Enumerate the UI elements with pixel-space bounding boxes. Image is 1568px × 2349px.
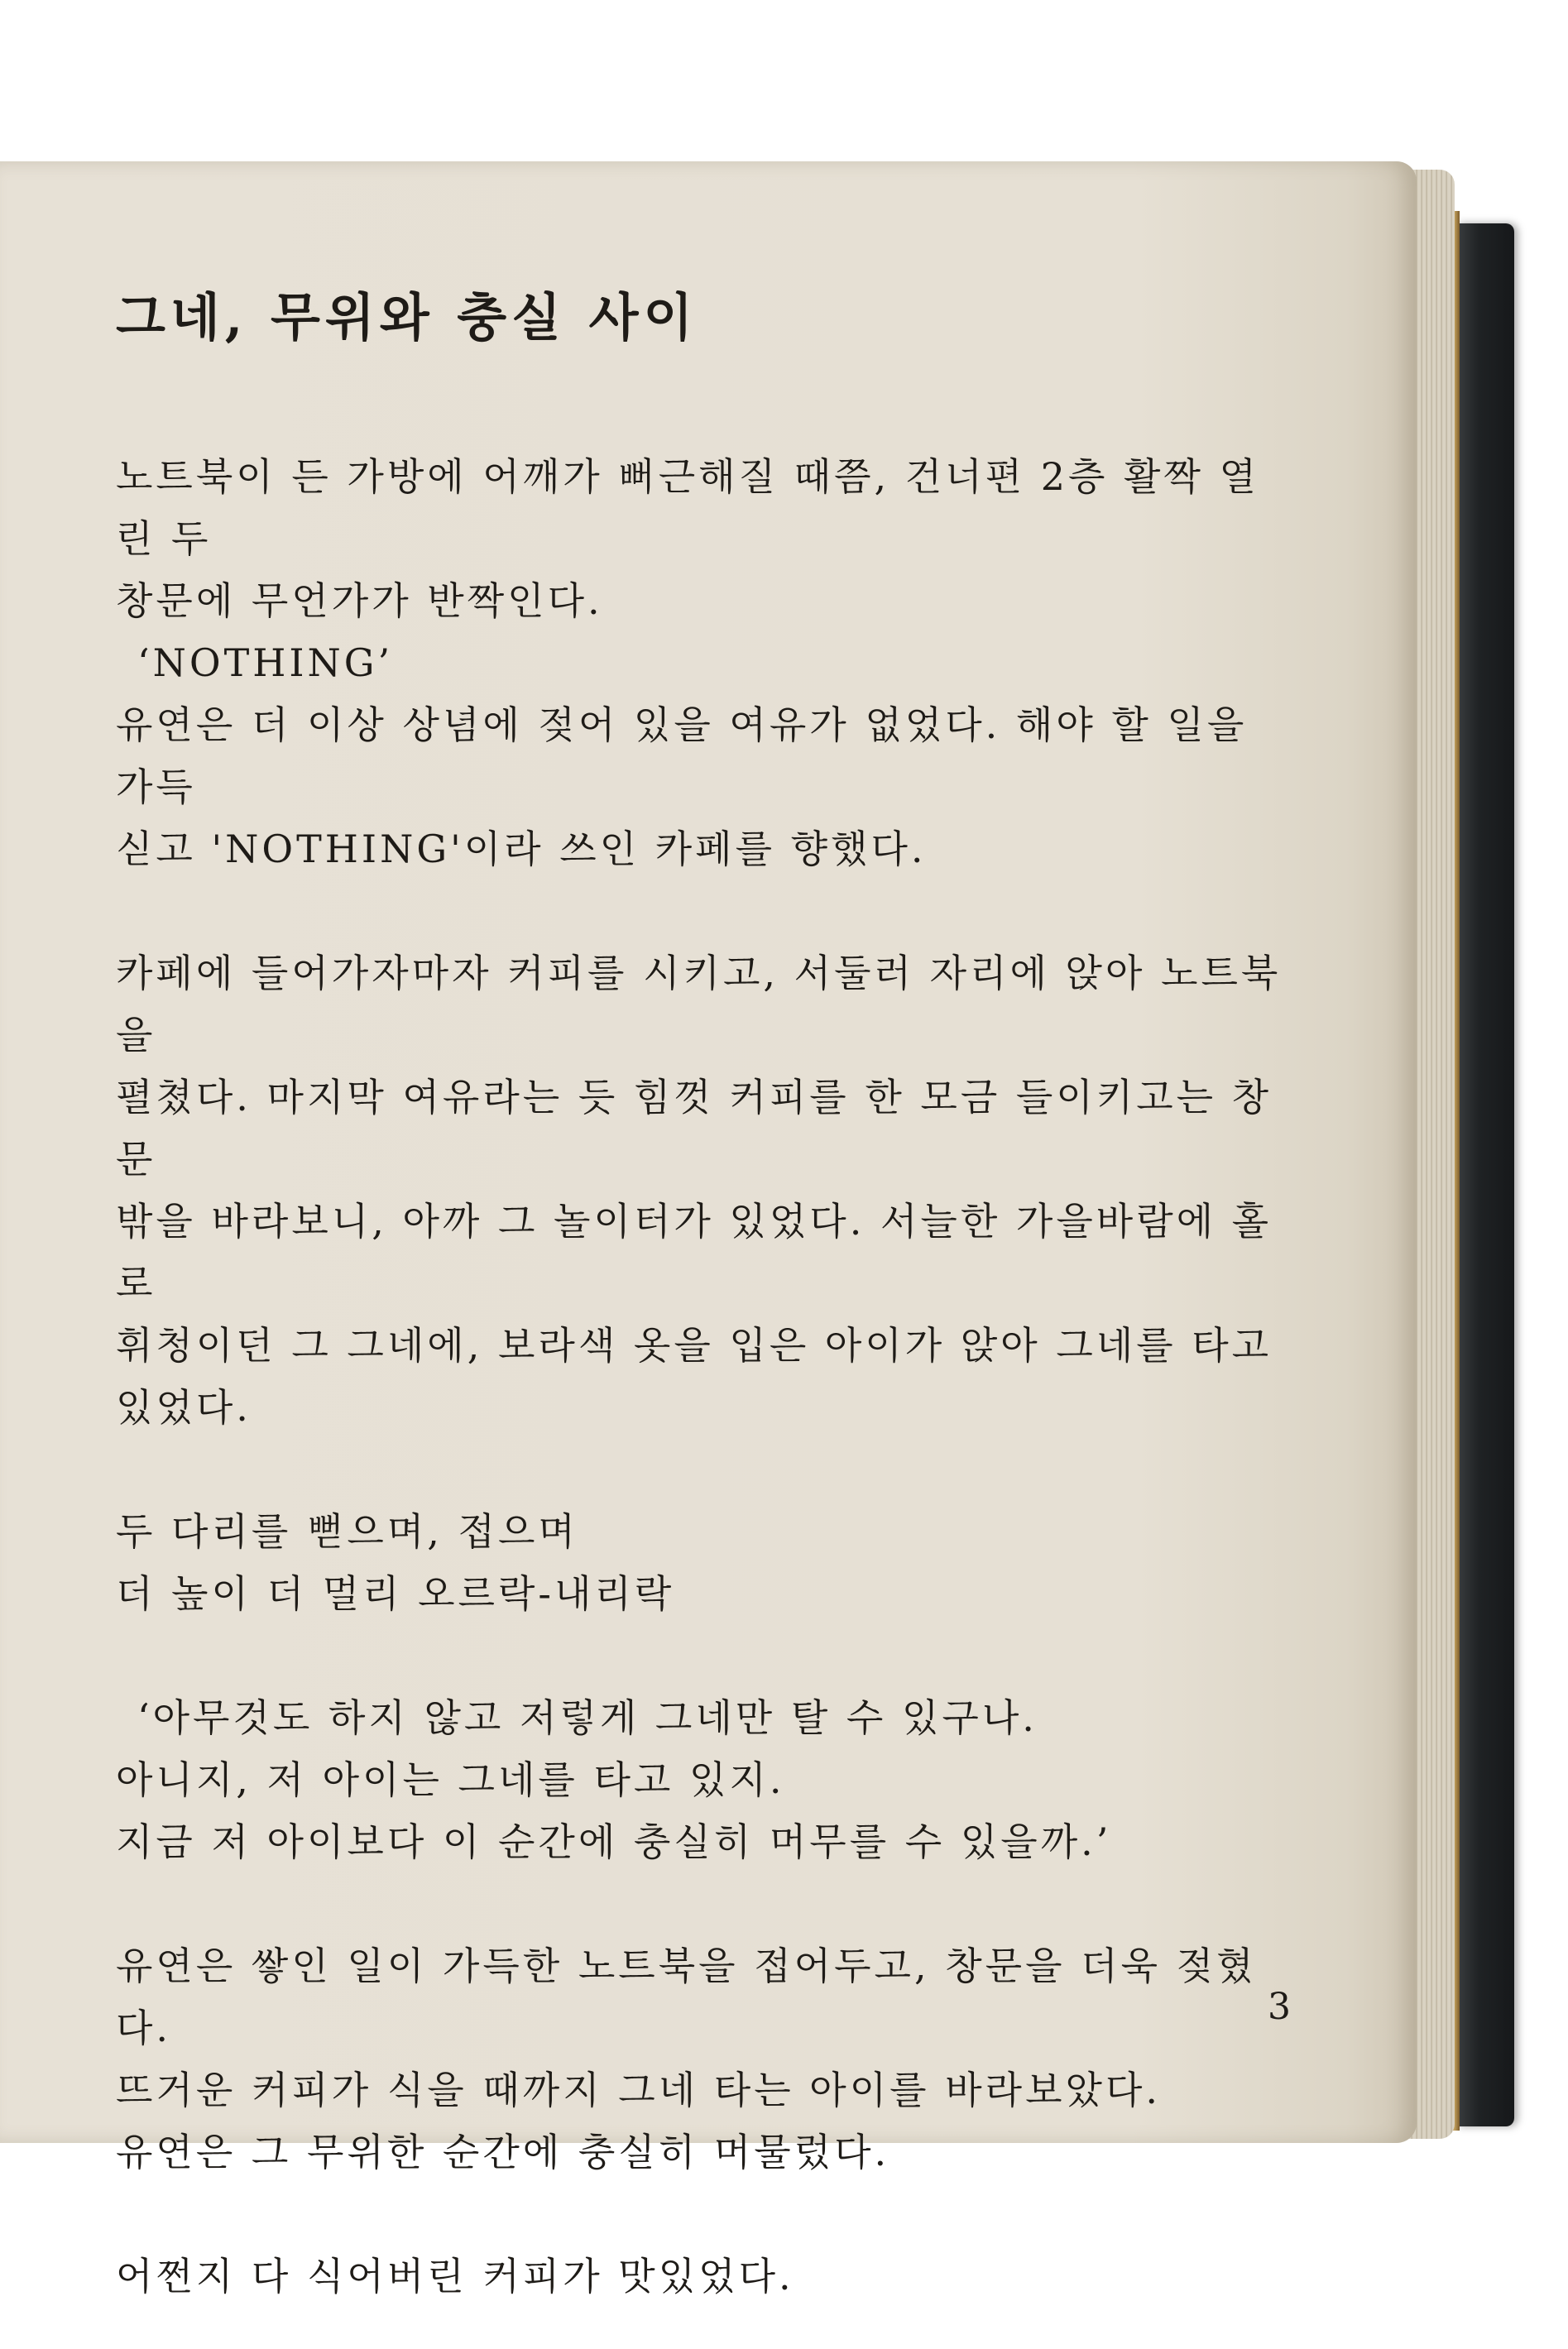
book-cover — [1456, 223, 1514, 2126]
text-line: 싣고 'NOTHING'이라 쓰인 카페를 향했다. — [116, 827, 927, 871]
text-line: 더 높이 더 멀리 오르락-내리락 — [116, 1571, 675, 1616]
paragraph-4 — [116, 942, 1291, 1439]
text-line: 아니지, 저 아이는 그네를 타고 있지. — [116, 1757, 785, 1802]
text-line: 창문에 무언가가 반짝인다. — [116, 578, 603, 623]
text-line: 어쩐지 다 식어버린 커피가 맛있었다. — [116, 2254, 794, 2299]
paragraph-6 — [116, 1687, 1291, 1873]
text-line: 두 다리를 뻗으며, 접으며 — [116, 1509, 578, 1554]
paragraph-2 — [116, 632, 1291, 694]
page-number: 3 — [1268, 1986, 1291, 2028]
paragraph-1 — [116, 446, 1291, 632]
text-line: 밖을 바라보니, 아까 그 놀이터가 있었다. 서늘한 가을바람에 홀로 — [116, 1199, 1273, 1306]
text-line: 노트북이 든 가방에 어깨가 뻐근해질 때쯤, 건너편 2층 활짝 열린 두 — [116, 454, 1259, 561]
text-line: 휘청이던 그 그네에, 보라색 옷을 입은 아이가 앉아 그네를 타고 — [116, 1323, 1273, 1368]
text-line: 유연은 쌓인 일이 가득한 노트북을 접어두고, 창문을 더욱 젖혔다. — [116, 1944, 1257, 2050]
text-line: ‘아무것도 하지 않고 저렇게 그네만 탈 수 있구나. — [137, 1695, 1038, 1740]
paragraph-5 — [116, 1501, 1291, 1625]
text-line: 있었다. — [116, 1385, 252, 1430]
paragraph-7 — [116, 1935, 1291, 2184]
text-line: 유연은 더 이상 상념에 젖어 있을 여유가 없었다. 해야 할 일을 가득 — [116, 702, 1248, 809]
text-line: 카페에 들어가자마자 커피를 시키고, 서둘러 자리에 앉아 노트북을 — [116, 951, 1282, 1057]
text-line: 뜨거운 커피가 식을 때까지 그네 타는 아이를 바라보았다. — [116, 2068, 1162, 2112]
paragraph-8 — [116, 2246, 1291, 2308]
text-line: 펼쳤다. 마지막 여유라는 듯 힘껏 커피를 한 모금 들이키고는 창문 — [116, 1075, 1273, 1182]
paragraph-3 — [116, 694, 1291, 880]
page-content — [116, 285, 1291, 2308]
text-line: 유연은 그 무위한 순간에 충실히 머물렀다. — [116, 2130, 890, 2174]
chapter-title: 그네, 무위와 충실 사이 — [116, 287, 698, 348]
text-line: 지금 저 아이보다 이 순간에 충실히 머무를 수 있을까.’ — [116, 1819, 1112, 1864]
text-line: ‘NOTHING’ — [137, 640, 394, 685]
